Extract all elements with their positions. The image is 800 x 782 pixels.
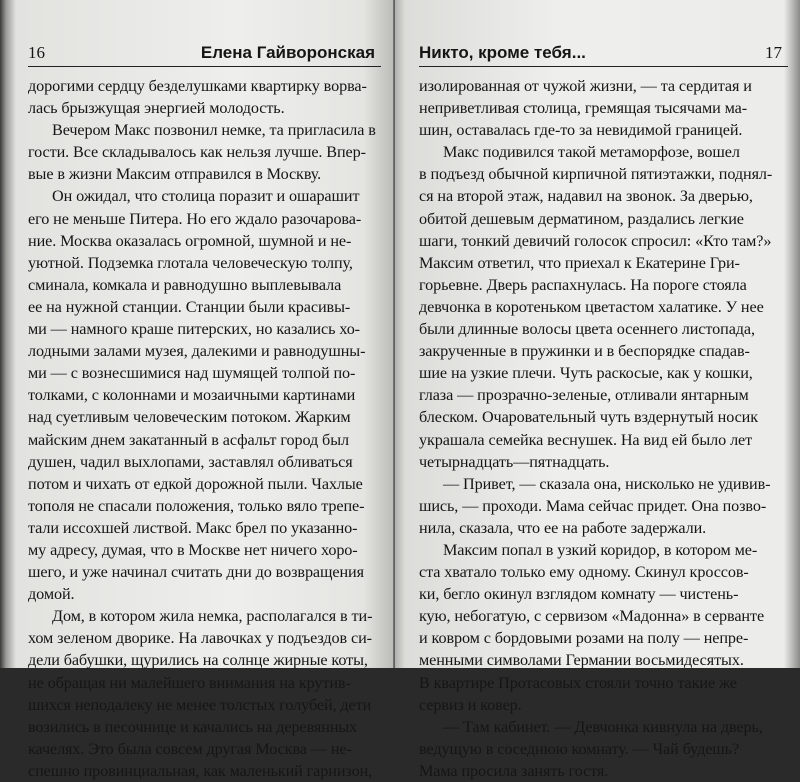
text-line: и ковром с бордовыми розами на полу — непре-	[419, 629, 749, 648]
text-line: Вечером Макс позвонил немке, та пригласила в	[52, 121, 376, 140]
text-line: закрученные в пружинки и в беспорядке спадав-	[419, 342, 750, 361]
text-line: Дом, в котором жила немка, располагался в ти-	[52, 607, 373, 626]
text-line: шаги, тонкий девичий голосок спросил: «Кто там?»	[419, 231, 772, 250]
text-line: хом зеленом дворике. На лавочках у подъездов си-	[28, 629, 372, 648]
text-line: Он ожидал, что столица поразит и ошарашит	[52, 187, 360, 206]
text-line: Максим ответил, что приехал к Екатерине Гри-	[419, 253, 740, 272]
text-line: душен, чадил выхлопами, заставлял обливаться	[28, 452, 353, 471]
text-line: ми — намного краше питерских, но казались хо-	[28, 320, 360, 339]
right-running-head	[419, 40, 788, 67]
text-line: домой.	[28, 585, 75, 604]
text-line: качелях. Это была совсем другая Москва — не-	[28, 739, 352, 758]
left-running-head-title: Елена Гайворонская	[200, 43, 375, 62]
left-page-text	[28, 75, 381, 782]
left-page-number: 16	[28, 43, 45, 62]
text-line: шихся неподалеку не менее толстых голубей, дети	[28, 695, 372, 714]
left-running-head	[28, 40, 381, 67]
text-line: изолированная от чужой жизни, — та сердитая и	[419, 77, 752, 95]
text-line: майским днем закатанный в асфальт город был	[28, 430, 349, 449]
text-line: тополя не спасали положения, только вяло трепе-	[28, 496, 365, 515]
text-line: были длинные волосы цвета осеннего листопада,	[419, 320, 755, 339]
text-line: его не меньше Питера. Но его ждало разочарова-	[28, 209, 362, 228]
text-line: лась брызжущая энергией молодость.	[28, 99, 285, 118]
text-line: спешно провинциальная, как маленький гарнизон,	[28, 761, 373, 780]
text-line: толками, с колоннами и мозаичными картинами	[28, 386, 356, 405]
right-running-head-title: Никто, кроме тебя...	[419, 43, 586, 62]
text-line: нила, сказала, что ее на работе задержали.	[419, 518, 707, 537]
right-page-number: 17	[765, 43, 782, 62]
text-line: шин, оставалась где-то за невидимой границей.	[419, 121, 743, 140]
text-line: ся на второй этаж, надавил на звонок. За дверью,	[419, 187, 753, 206]
text-line: сервиз и ковер.	[419, 695, 522, 714]
text-line: в подъезд обычной кирпичной пятиэтажки, поднял-	[419, 165, 773, 184]
text-line: над суетливым человеческим потоком. Жарким	[28, 408, 351, 427]
text-line: дорогими сердцу безделушками квартирку ворва-	[28, 77, 367, 95]
text-line: Максим попал в узкий коридор, в котором ме-	[443, 540, 758, 559]
text-line: вые в жизни Максим отправился в Москву.	[28, 165, 322, 184]
text-line: украшала семейка веснушек. На вид ей было лет	[419, 430, 753, 449]
text-line: горьевне. Дверь распахнулась. На пороге стояла	[419, 275, 747, 294]
text-line: обитой дешевым дерматином, раздались легкие	[419, 209, 744, 228]
text-line: потом и чихать от едкой дорожной пыли. Чахлые	[28, 474, 363, 493]
text-line: блеском. Очаровательный чуть вздернутый носик	[419, 408, 759, 427]
text-line: менными символами Германии восьмидесятых.	[419, 651, 744, 670]
left-page	[0, 0, 395, 780]
text-line: дели бабушки, щурились на солнце жирные коты,	[28, 651, 368, 670]
right-page-text	[419, 75, 788, 782]
text-line: глаза — прозрачно-зеленые, отливали янтарным	[419, 386, 749, 405]
text-line: четырнадцать—пятнадцать.	[419, 452, 610, 471]
text-line: тали иссохшей листвой. Макс брел по указанно-	[28, 518, 358, 537]
text-line: уютной. Подземка глотала человеческую толпу,	[28, 253, 353, 272]
text-line: ние. Москва оказалась огромной, шумной и не-	[28, 231, 352, 250]
text-line: — Привет, — сказала она, нисколько не удивив-	[443, 474, 771, 493]
text-line: девчонка в коротеньком цветастом халатике. У нее	[419, 297, 764, 316]
text-line: шего, и уже начинал считать дни до возвращения	[28, 563, 364, 582]
text-line: — Там кабинет. — Девчонка кивнула на дверь,	[443, 717, 763, 736]
text-line: сминала, комкала и равнодушно выплевывала	[28, 275, 342, 294]
text-line: ста хватало только ему одному. Скинул кроссов-	[419, 563, 749, 582]
text-line: му адресу, думая, что в Москве нет ничего хоро-	[28, 540, 358, 559]
text-line: кую, небогатую, с сервизом «Мадонна» в серванте	[419, 607, 765, 626]
text-line: ми — с вознесшимися над шумящей толпой по-	[28, 364, 356, 383]
text-line: возились в песочнице и качались на деревянных	[28, 717, 358, 736]
text-line: Мама просила занять гостя.	[419, 761, 609, 780]
text-line: неприветливая столица, гремящая тысячами ма-	[419, 99, 748, 118]
text-line: шие на узкие плечи. Чуть раскосые, как у кошки,	[419, 364, 753, 383]
right-page	[395, 0, 800, 780]
text-line: Макс подивился такой метаморфозе, вошел	[443, 143, 740, 162]
text-line: ее на нужной станции. Станции были красивы-	[28, 297, 351, 316]
text-line: ведущую в соседнюю комнату. — Чай будешь?	[419, 739, 740, 758]
text-line: гости. Все складывалось как нельзя лучше. Впер-	[28, 143, 366, 162]
text-line: лодными залами музея, далекими и равнодушны-	[28, 342, 366, 361]
text-line: шись, — проходи. Мама сейчас придет. Она позво-	[419, 496, 767, 515]
text-line: В квартире Протасовых стояли точно такие же	[419, 673, 737, 692]
text-line: не обращая ни малейшего внимания на крутив-	[28, 673, 351, 692]
text-line: ки, бегло окинул взглядом комнату — чистень-	[419, 585, 739, 604]
